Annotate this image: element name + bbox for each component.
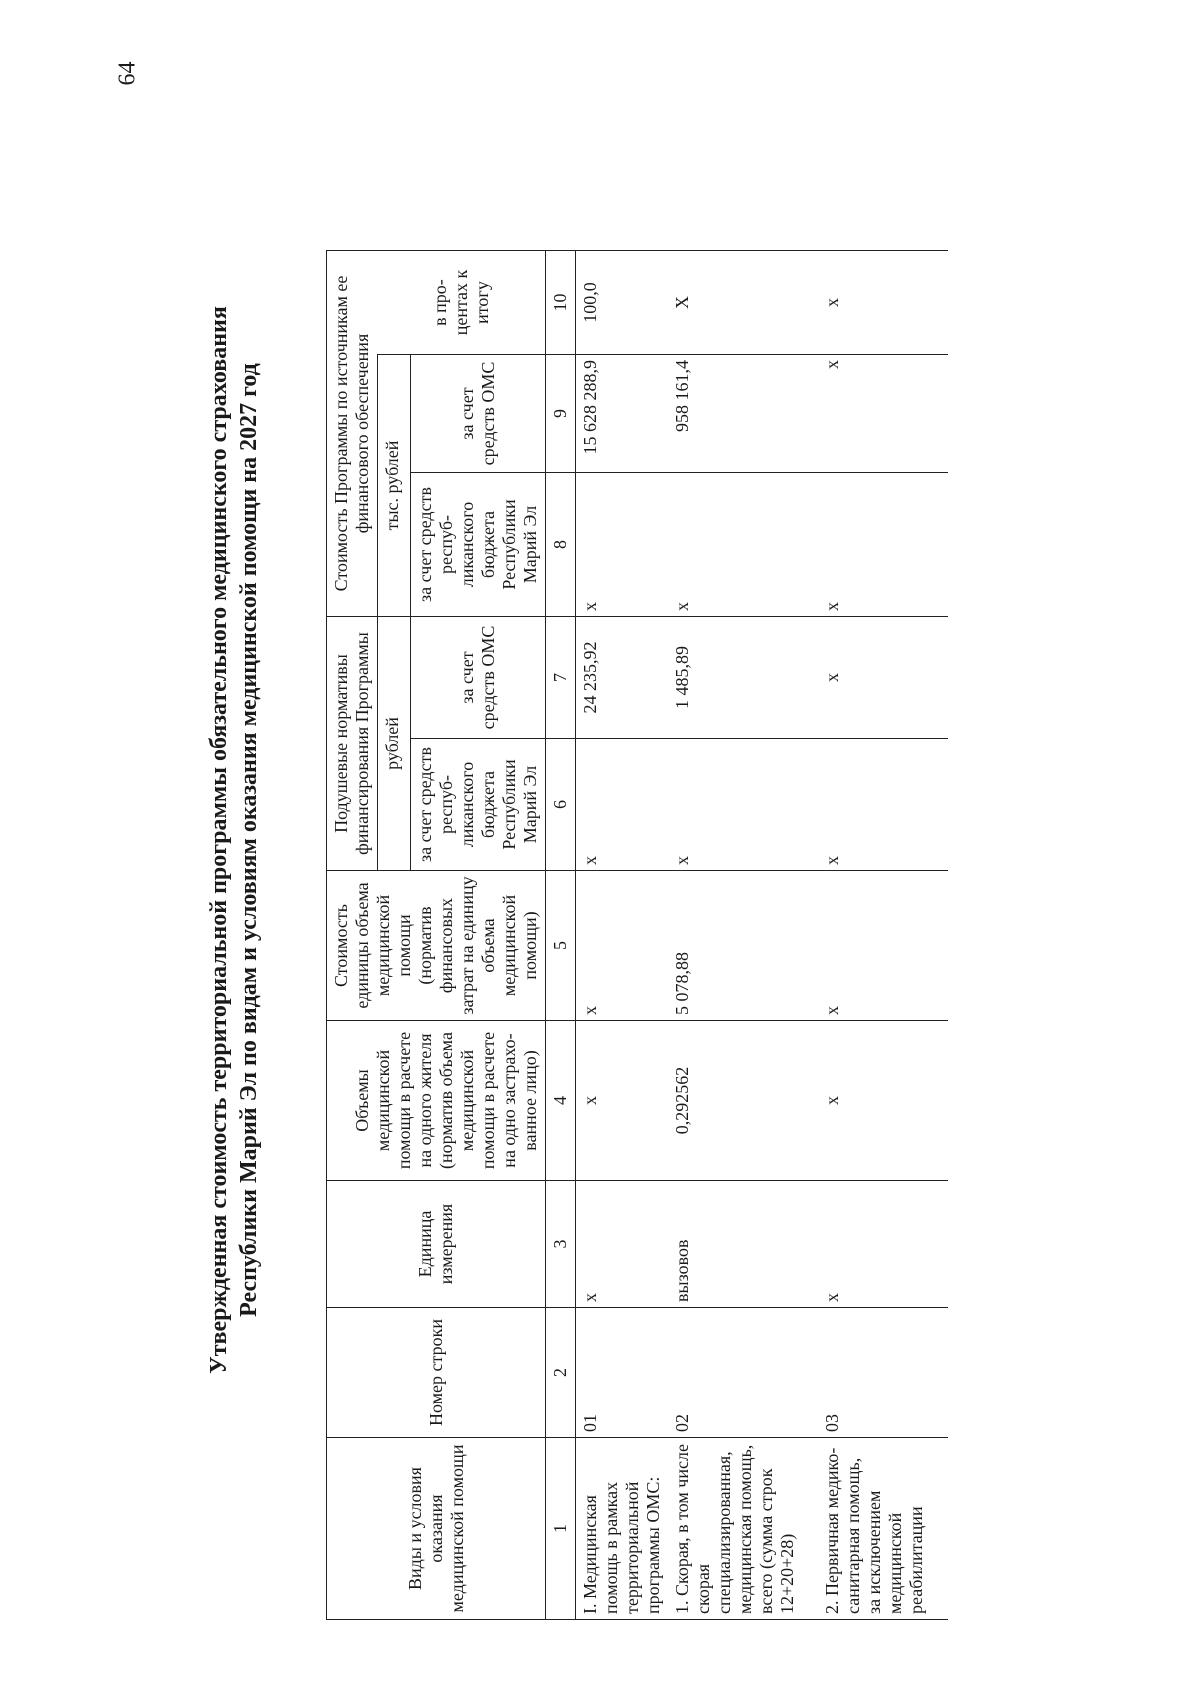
- table-row: [818, 251, 948, 1620]
- header-unit-rubles: рублей: [378, 617, 411, 871]
- column-number: 4: [546, 1021, 576, 1181]
- row-unit: вызовов: [668, 1181, 818, 1308]
- row-line-number: 03: [818, 1308, 948, 1438]
- rotated-document-content: [200, 60, 1200, 1620]
- header-program-cost-group: Стоимость Программы по источникам ее финансового обеспечения: [327, 251, 378, 617]
- row-line-number: 01: [576, 1308, 669, 1438]
- header-per-capita-group: Подушевые нормативы финансирования Программы: [327, 617, 378, 871]
- row-unit: х: [818, 1181, 948, 1308]
- table-row: [576, 251, 669, 1620]
- row-unit-cost: 5 078,88: [668, 871, 818, 1021]
- row-per-capita-budget: х: [668, 739, 818, 871]
- header-types-conditions: Виды и условия оказания медицинской помощи: [327, 1438, 546, 1620]
- column-number: 8: [546, 473, 576, 617]
- row-line-number: 02: [668, 1308, 818, 1438]
- row-per-capita-oms: 1 485,89: [668, 617, 818, 739]
- row-cost-budget: х: [576, 473, 669, 617]
- header-cost-oms: за счет средств ОМС: [411, 355, 546, 473]
- table-row: [668, 251, 818, 1620]
- row-cost-oms: х: [818, 355, 948, 473]
- page-number: 64: [114, 61, 141, 86]
- header-per-capita-budget: за счет средств респуб-ликанского бюджета Республики Марий Эл: [411, 739, 546, 871]
- column-number: 6: [546, 739, 576, 871]
- row-volume: 0,292562: [668, 1021, 818, 1181]
- row-per-capita-budget: х: [818, 739, 948, 871]
- header-cost-budget: за счет средств респуб-ликанского бюджета Республики Марий Эл: [411, 473, 546, 617]
- column-number-row: [546, 251, 576, 1620]
- row-cost-budget: х: [668, 473, 818, 617]
- row-cost-oms: 15 628 288,9: [576, 355, 669, 473]
- row-percent: х: [818, 251, 948, 355]
- row-unit-cost: х: [818, 871, 948, 1021]
- column-number: 10: [546, 251, 576, 355]
- header-unit-of-measure: Единица измерения: [327, 1181, 546, 1308]
- row-percent: Х: [668, 251, 818, 355]
- title-line-2: Республики Марий Эл по видам и условиям оказания медицинской помощи на 2027 год: [236, 363, 262, 1317]
- row-per-capita-budget: х: [576, 739, 669, 871]
- row-percent: 100,0: [576, 251, 669, 355]
- row-name: I. Медицинская помощь в рамках территориальной программы ОМС:: [576, 1438, 669, 1620]
- column-number: 7: [546, 617, 576, 739]
- header-per-capita-oms: за счет средств ОМС: [411, 617, 546, 739]
- row-volume: х: [818, 1021, 948, 1181]
- header-unit-cost: Стоимость единицы объема медицинской помощи (норматив финансовых затрат на единицу объема медицинской помощи): [327, 871, 546, 1021]
- header-line-number: Номер строки: [327, 1308, 546, 1438]
- program-cost-table: [326, 250, 948, 1620]
- column-number: 9: [546, 355, 576, 473]
- row-name: 1. Скорая, в том числе скорая специализированная, медицинская помощь, всего (сумма строк 12+20+28): [668, 1438, 818, 1620]
- row-per-capita-oms: 24 235,92: [576, 617, 669, 739]
- row-unit-cost: х: [576, 871, 669, 1021]
- header-percent-of-total: в про-центах к итогу: [378, 251, 546, 355]
- column-number: 2: [546, 1308, 576, 1438]
- row-cost-budget: х: [818, 473, 948, 617]
- column-number: 1: [546, 1438, 576, 1620]
- header-volume-per-resident: Объемы медицинской помощи в расчете на одного жителя (норматив объема медицинской помощи в расчете на одно застрахо-ванное лицо): [327, 1021, 546, 1181]
- document-title: [200, 60, 264, 1620]
- row-cost-oms: 958 161,4: [668, 355, 818, 473]
- row-unit: х: [576, 1181, 669, 1308]
- row-per-capita-oms: х: [818, 617, 948, 739]
- column-number: 5: [546, 871, 576, 1021]
- row-volume: х: [576, 1021, 669, 1181]
- row-name: 2. Первичная медико-санитарная помощь, за исключением медицинской реабилитации: [818, 1438, 948, 1620]
- column-number: 3: [546, 1181, 576, 1308]
- title-line-1: Утвержденная стоимость территориальной программы обязательного медицинского страхования: [206, 306, 232, 1374]
- header-unit-thousand-rubles: тыс. рублей: [378, 355, 411, 617]
